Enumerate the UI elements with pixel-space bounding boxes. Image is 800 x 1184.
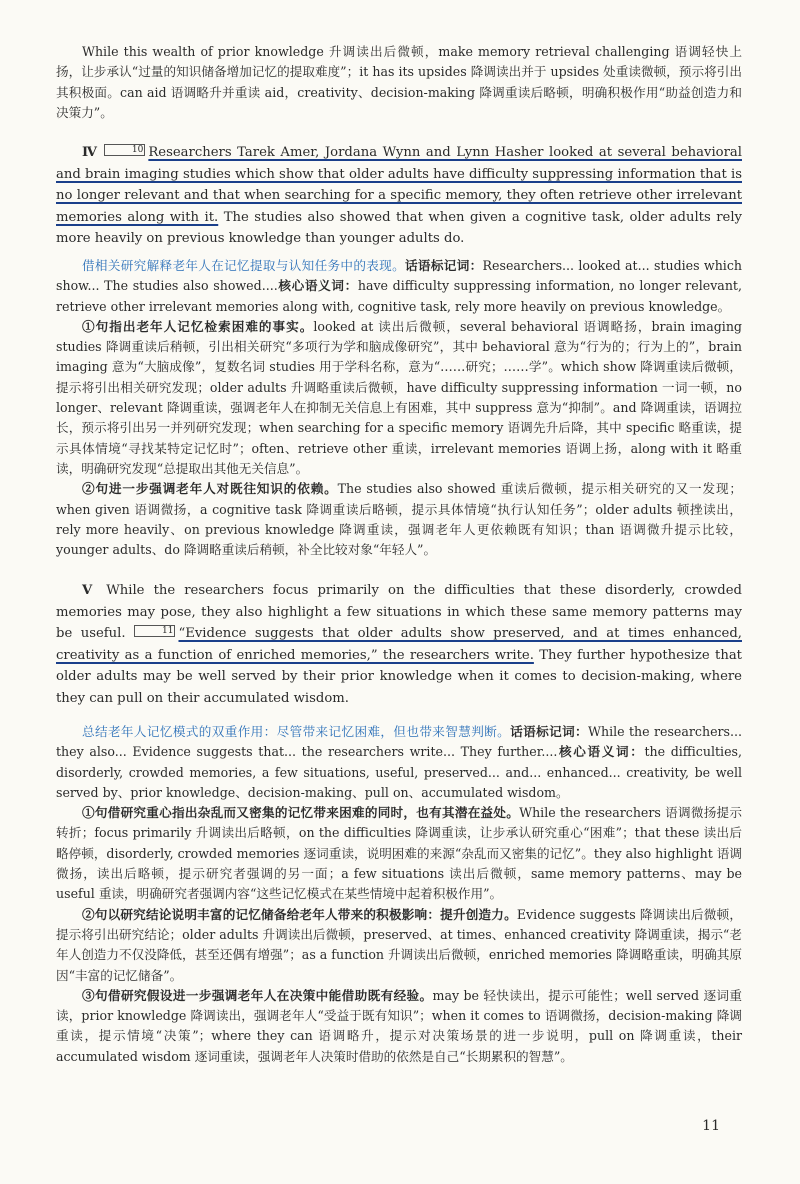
section-v-numeral: Ⅴ bbox=[82, 583, 98, 598]
analysis-v-p1-lead: ①句借研究重心指出杂乱而又密集的记忆带来困难的同时，也有其潜在益处。 bbox=[82, 805, 520, 821]
sentence-number-10: 10 bbox=[104, 144, 145, 156]
intro-text: While this wealth of prior knowledge 升调读出后微顿，make memory retrieval challenging 语调轻快上扬，让步承认“过量的知识储备增加记忆的提取难度”；it has its upsides 降调读出并于 upsides 处重读微顿，预示将引出其积极面。can aid 语调略升并重读 aid，creativity、decision-making 降调重读后略顿，明确积极作用“助益创造力和决策力”。 bbox=[56, 44, 742, 120]
analysis-v-p3-lead: ③句借研究假设进一步强调老年人在决策中能借助既有经验。 bbox=[82, 987, 433, 1003]
markers-label-v: 话语标记词： bbox=[510, 724, 589, 739]
section-v-text1: While the researchers focus primarily on the difficulties that these disorderly, crowded memories may pose, they also highlight a few situations in which these same memory patterns may be useful. bbox=[56, 583, 742, 641]
section-v-passage bbox=[56, 580, 742, 709]
markers-label-iv: 话语标记词： bbox=[405, 258, 483, 273]
intro-paragraph bbox=[56, 42, 742, 123]
core-label-v: 核心语义词： bbox=[557, 744, 645, 760]
analysis-iv-p1: looked at 读出后微顿，several behavioral 语调略扬，brain imaging studies 降调重读后稍顿，引出相关研究“多项行为学和脑成像研究”，其中 behavioral 意为“行为的；行为上的”，brain imaging 意为“大脑成像”，复数名词 studies 用于学科名称，意为“……研究；……学”。which show 降调重读后微顿，提示将引出相关研究发现；older adults 升调略重读后微顿，have difficulty suppressing information 一词一顿，no longer、relevant 降调重读，强调老年人在抑制无关信息上有困难，其中 suppress 意为“抑制”。and 降调重读，语调拉长，预示将引出另一并列研究发现；when searching for a specific memory 语调先升后降，其中 specific 略重读，提示具体情境“寻找某特定记忆时”；often、retrieve other 重读，irrelevant memories 语调上扬，along with it 略重读，明确研究发现“总提取出其他无关信息”。 bbox=[56, 318, 742, 476]
analysis-iv-p2: The studies also showed 重读后微顿，提示相关研究的又一发现；when given 语调微扬，a cognitive task 降调重读后略顿，提示具体情境“执行认知任务”；older adults 顿挫读出，rely more heavily、on previous knowledge 降调重读，强调老年人更依赖既有知识；than 语调微升提示比较，younger adults、do 降调略重读后稍顿，补全比较对象“年轻人”。 bbox=[56, 481, 742, 558]
analysis-iv-lead: 借相关研究解释老年人在记忆提取与认知任务中的表现。 bbox=[82, 258, 406, 273]
section-iv-underlined-sentence: Researchers Tarek Amer, Jordana Wynn and Lynn Hasher looked at several behavioral and brain imaging studies which show that older adults have difficulty suppressing information that is no longer relevant and that when searching for a specific memory, they often retrieve other irrelevant memories along with it. bbox=[56, 145, 742, 225]
analysis-v-p1: While the researchers 语调微扬提示转折；focus primarily 升调读出后略顿，on the difficulties 降调重读，让步承认研究重心“困难”；that these 读出后略停顿，disorderly, crowded memories 逐词重读，说明困难的来源“杂乱而又密集的记忆”。they also highlight 语调微扬，读出后略顿，提示研究者强调的另一面；a few situations 读出后微顿，same memory patterns、may be useful 重读，明确研究者强调内容“这些记忆模式在某些情境中起着积极作用”。 bbox=[56, 805, 743, 902]
core-label-iv: 核心语义词： bbox=[277, 278, 358, 294]
analysis-v-p2-lead: ②句以研究结论说明丰富的记忆储备给老年人带来的积极影响：提升创造力。 bbox=[82, 906, 517, 922]
section-v-rest: They further hypothesize that older adults may be well served by their prior knowledge when it comes to decision-making, where they can pull on their accumulated wisdom. bbox=[56, 647, 742, 706]
markers-iv: Researchers... looked at... studies which show... The studies also showed.... bbox=[56, 258, 742, 294]
analysis-iv-p2-lead: ②句进一步强调老年人对既往知识的依赖。 bbox=[82, 481, 338, 497]
core-v: the difficulties, disorderly, crowded memories, a few situations, useful, preserved... and... enhanced... creativity, be well served by、prior knowledge、decision-making、pull on、accumulated wisdom。 bbox=[56, 744, 742, 800]
section-iv-passage bbox=[56, 142, 742, 250]
analysis-v-p3: may be 轻快读出，提示可能性；well served 逐词重读，prior knowledge 降调读出，强调老年人“受益于既有知识”；when it comes to 语调微扬，decision-making 降调重读，提示情境“决策”；where they can 语调略升，提示对决策场景的进一步说明，pull on 降调重读，their accumulated wisdom 逐词重读，强调老年人决策时借助的依然是自己“长期累积的智慧”。 bbox=[56, 987, 743, 1064]
page-number: 11 bbox=[702, 1118, 720, 1134]
section-iv-numeral: Ⅳ bbox=[82, 145, 99, 160]
section-iv-rest: The studies also showed that when given a cognitive task, older adults rely more heavily on previous knowledge than younger adults do. bbox=[56, 209, 742, 246]
analysis-v-lead: 总结老年人记忆模式的双重作用：尽管带来记忆困难，但也带来智慧判断。 bbox=[82, 724, 511, 739]
analysis-v-p2: Evidence suggests 降调读出后微顿，提示将引出研究结论；older adults 升调读出后微顿，preserved、at times、enhanced creativity 降调重读，揭示“老年人创造力不仅没降低，甚至还偶有增强”；as a function 升调读出后微顿，enriched memories 降调略重读，明确其原因“丰富的记忆储备”。 bbox=[56, 906, 742, 983]
section-iv-analysis bbox=[56, 256, 742, 560]
section-v-analysis bbox=[56, 722, 742, 1067]
core-iv: have difficulty suppressing information, no longer relevant, retrieve other irrelevant memories along with, cognitive task, rely more heavily on previous knowledge。 bbox=[56, 278, 742, 314]
sentence-number-11: 11 bbox=[134, 625, 175, 637]
markers-v: While the researchers... they also... Evidence suggests that... the researchers write... They further.... bbox=[56, 724, 743, 760]
section-v-underlined-sentence: “Evidence suggests that older adults show preserved, and at times enhanced, creativity as a function of enriched memories,” the researchers write. bbox=[56, 626, 742, 663]
analysis-iv-p1-lead: ①句指出老年人记忆检索困难的事实。 bbox=[82, 318, 314, 334]
